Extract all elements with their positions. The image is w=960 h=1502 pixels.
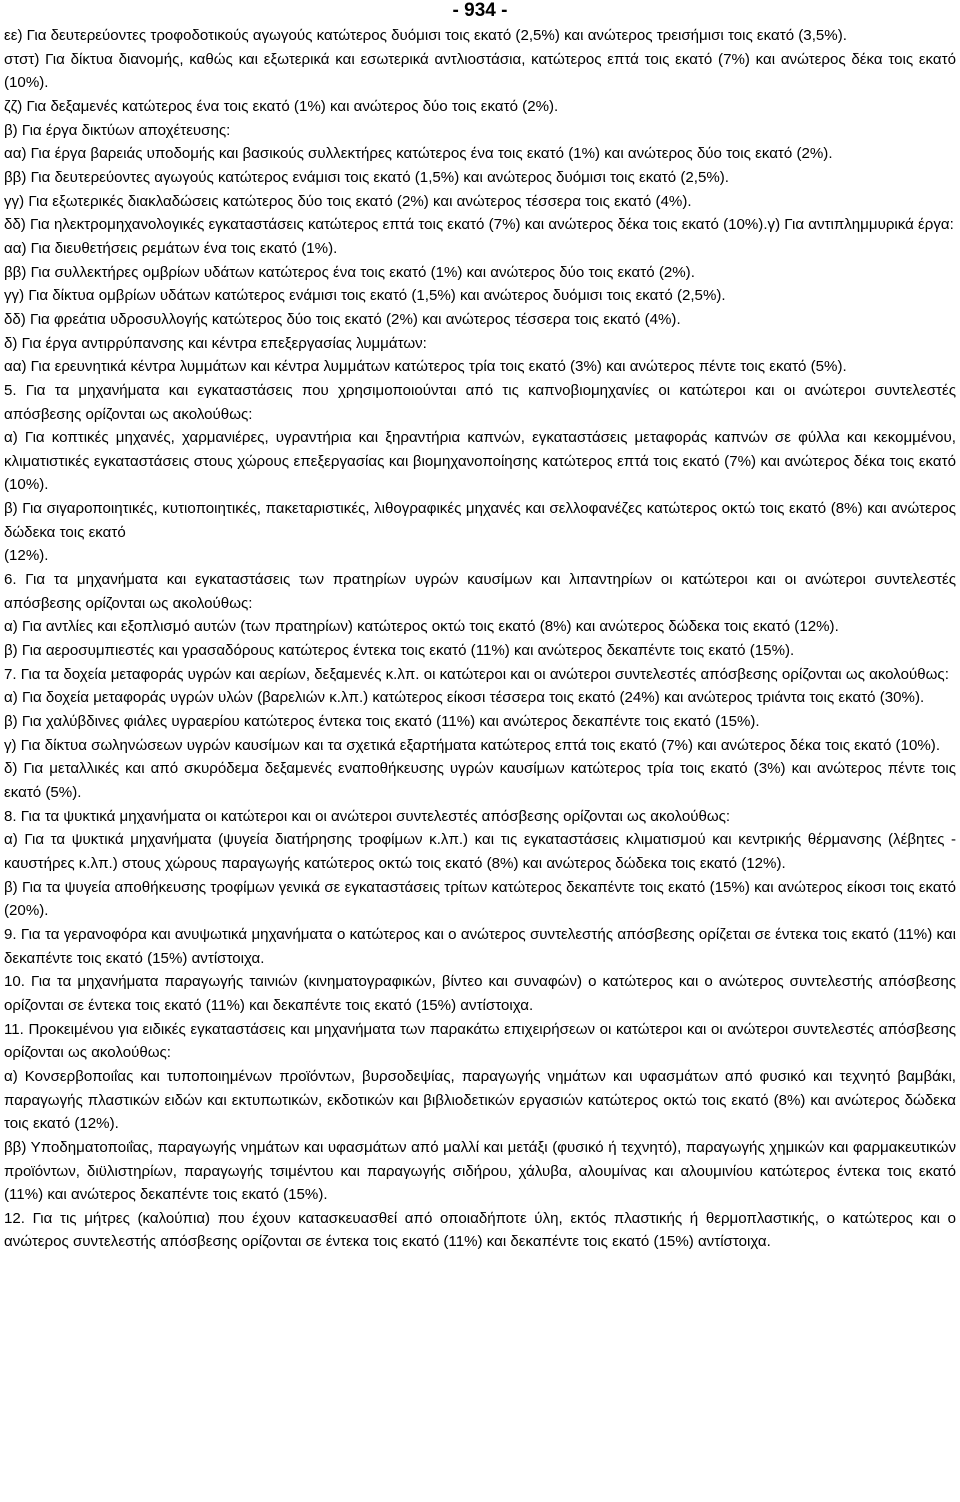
paragraph: αα) Για έργα βαρειάς υποδομής και βασικούς συλλεκτήρες κατώτερος ένα τοις εκατό (1%) και ανώτερος δύο τοις εκατό (2%). — [4, 145, 833, 163]
paragraph: ββ) Για δευτερεύοντες αγωγούς κατώτερος ενάμισι τοις εκατό (1,5%) και ανώτερος δυόμισι τοις εκατό (2,5%). — [4, 168, 729, 186]
paragraph: 6. Για τα μηχανήματα και εγκαταστάσεις των πρατηρίων υγρών καυσίμων και λιπαντηρίων οι κατώτεροι και οι ανώτεροι συντελεστές απόσβεσης ορίζονται ως ακολούθως: — [4, 571, 956, 612]
paragraph: γγ) Για δίκτυα ομβρίων υδάτων κατώτερος ενάμισι τοις εκατό (1,5%) και ανώτερος δυόμισι τοις εκατό (2,5%). — [4, 287, 726, 305]
paragraph: γ) Για δίκτυα σωληνώσεων υγρών καυσίμων και τα σχετικά εξαρτήματα κατώτερος επτά τοις εκατό (7%) και ανώτερος δέκα τοις εκατό (10%). — [4, 736, 941, 754]
paragraph: α) Για δοχεία μεταφοράς υγρών υλών (βαρελιών κ.λπ.) κατώτερος είκοσι τέσσερα τοις εκατό (24%) και ανώτερος τριάντα τοις εκατό (30%). — [4, 689, 925, 707]
paragraph: αα) Για ερευνητικά κέντρα λυμμάτων και κέντρα λυμμάτων κατώτερος τρία τοις εκατό (3%) και ανώτερος πέντε τοις εκατό (5%). — [4, 358, 847, 376]
paragraph: γγ) Για εξωτερικές διακλαδώσεις κατώτερος δύο τοις εκατό (2%) και ανώτερος τέσσερα τοις εκατό (4%). — [4, 192, 692, 210]
paragraph: 8. Για τα ψυκτικά μηχανήματα οι κατώτεροι και οι ανώτεροι συντελεστές απόσβεσης ορίζονται ως ακολούθως: — [4, 807, 731, 825]
paragraph: 11. Προκειμένου για ειδικές εγκαταστάσεις και μηχανήματα των παρακάτω επιχειρήσεων οι κατώτεροι και οι ανώτεροι συντελεστές απόσβεσης ορίζονται ως ακολούθως: — [4, 1020, 956, 1062]
document-body — [4, 24, 956, 1254]
paragraph: β) Για χαλύβδινες φιάλες υγραερίου κατώτερος έντεκα τοις εκατό (11%) και ανώτερος δεκαπέντε τοις εκατό (15%). — [4, 713, 760, 731]
paragraph: ζζ) Για δεξαμενές κατώτερος ένα τοις εκατό (1%) και ανώτερος δύο τοις εκατό (2%). — [4, 97, 559, 115]
paragraph: στστ) Για δίκτυα διανομής, καθώς και εξωτερικά και εσωτερικά αντλιοστάσια, κατώτερος επτά τοις εκατό (7%) και ανώτερος δέκα τοις εκατό (10%). — [4, 50, 956, 92]
paragraph: 10. Για τα μηχανήματα παραγωγής ταινιών (κινηματογραφικών, βίντεο και συναφών) ο κατώτερος και ο ανώτερος συντελεστής απόσβεσης ορίζονται σε έντεκα τοις εκατό (11%) και δεκαπέντε τοις εκατό (15%) αντίστοιχα. — [4, 973, 956, 1014]
paragraph: β) Για σιγαροποιητικές, κυτιοποιητικές, πακεταριστικές, λιθογραφικές μηχανές και σελλοφανέζες κατώτερος οκτώ τοις εκατό (8%) και ανώτερος δώδεκα τοις εκατό — [4, 500, 956, 541]
paragraph: β) Για έργα δικτύων αποχέτευσης: — [4, 121, 231, 139]
paragraph: β) Για τα ψυγεία αποθήκευσης τροφίμων γενικά σε εγκαταστάσεις τρίτων κατώτερος δεκαπέντε τοις εκατό (15%) και ανώτερος είκοσι τοις εκατό (20%). — [4, 878, 956, 920]
page-number: - 934 - — [452, 0, 508, 21]
paragraph: β) Για αεροσυμπιεστές και γρασαδόρους κατώτερος έντεκα τοις εκατό (11%) και ανώτερος δεκαπέντε τοις εκατό (15%). — [4, 642, 795, 660]
paragraph: δδ) Για ηλεκτρομηχανολογικές εγκαταστάσεις κατώτερος επτά τοις εκατό (7%) και ανώτερος δέκα τοις εκατό (10%).γ) Για αντιπλημμυρικά έργα: — [4, 216, 954, 234]
paragraph: δ) Για έργα αντιρρύπανσης και κέντρα επεξεργασίας λυμμάτων: — [4, 334, 427, 352]
paragraph: 5. Για τα μηχανήματα και εγκαταστάσεις που χρησιμοποιούνται από τις καπνοβιομηχανίες οι κατώτεροι και οι ανώτεροι συντελεστές απόσβεσης ορίζονται ως ακολούθως: — [4, 381, 956, 423]
paragraph: αα) Για διευθετήσεις ρεμάτων ένα τοις εκατό (1%). — [4, 239, 338, 257]
paragraph: 9. Για τα γερανοφόρα και ανυψωτικά μηχανήματα ο κατώτερος και ο ανώτερος συντελεστής απόσβεσης ορίζεται σε έντεκα τοις εκατό (11%) και δεκαπέντε τοις εκατό (15%) αντίστοιχα. — [4, 925, 956, 967]
paragraph: ββ) Για συλλεκτήρες ομβρίων υδάτων κατώτερος ένα τοις εκατό (1%) και ανώτερος δύο τοις εκατό (2%). — [4, 263, 695, 281]
paragraph: α) Για αντλίες και εξοπλισμό αυτών (των πρατηρίων) κατώτερος οκτώ τοις εκατό (8%) και ανώτερος δώδεκα τοις εκατό (12%). — [4, 618, 839, 636]
paragraph: α) Για τα ψυκτικά μηχανήματα (ψυγεία διατήρησης τροφίμων κ.λπ.) και τις εγκαταστάσεις κλιματισμού και κεντρικής θέρμανσης (λέβητες - καυστήρες κ.λπ.) στους χώρους παραγωγής κατώτερος οκτώ τοις εκατό (8%) και ανώτερος δώδεκα τοις εκατό (12%). — [4, 831, 956, 872]
paragraph: δ) Για μεταλλικές και από σκυρόδεμα δεξαμενές εναποθήκευσης υγρών καυσίμων κατώτερος τρία τοις εκατό (3%) και ανώτερος πέντε τοις εκατό (5%). — [4, 760, 956, 801]
paragraph: 12. Για τις μήτρες (καλούπια) που έχουν κατασκευασθεί από οποιαδήποτε ύλη, εκτός πλαστικής ή θερμοπλαστικής, ο κατώτερος και ο ανώτερος συντελεστής απόσβεσης ορίζονται σε έντεκα τοις εκατό (11%) και δεκαπέντε τοις εκατό (15%) αντίστοιχα. — [4, 1209, 956, 1251]
paragraph: (12%). — [4, 547, 49, 565]
paragraph: α) Κονσερβοποιΐας και τυποποιημένων προϊόντων, βυρσοδεψίας, παραγωγής νημάτων και υφασμάτων από φυσικό και τεχνητό βαμβάκι, παραγωγής πλαστικών ειδών και εκτυπωτικών, εκδοτικών και βιβλιοδετικών εργασιών κατώτερος οκτώ τοις εκατό (8%) και ανώτερος δώδεκα τοις εκατό (12%). — [4, 1067, 956, 1133]
paragraph: εε) Για δευτερεύοντες τροφοδοτικούς αγωγούς κατώτερος δυόμισι τοις εκατό (2,5%) και ανώτερος τρεισήμισι τοις εκατό (3,5%). — [4, 27, 847, 44]
paragraph: ββ) Υποδηματοποιΐας, παραγωγής νημάτων και υφασμάτων από μαλλί και μετάξι (φυσικό ή τεχνητό), παραγωγής χημικών και φαρμακευτικών προϊόντων, διϋλιστηρίων, παραγωγής τσιμέντου και παραγωγής σιδήρου, χάλυβα, αλουμίνας και αλουμινίου κατώτερος έντεκα τοις εκατό (11%) και ανώτερος δεκαπέντε τοις εκατό (15%). — [4, 1138, 956, 1204]
paragraph: 7. Για τα δοχεία μεταφοράς υγρών και αερίων, δεξαμενές κ.λπ. οι κατώτεροι και οι ανώτεροι συντελεστές απόσβεσης ορίζονται ως ακολούθως: — [4, 665, 949, 683]
paragraph: α) Για κοπτικές μηχανές, χαρμανιέρες, υγραντήρια και ξηραντήρια καπνών, εγκαταστάσεις μεταφοράς καπνών σε φύλλα και κεκομμένου, κλιματιστικές εγκαταστάσεις στους χώρους επεξεργασίας και βιομηχανοποίησης κατώτερος επτά τοις εκατό (7%) και ανώτερος δέκα τοις εκατό (10%). — [4, 429, 956, 494]
paragraph: δδ) Για φρεάτια υδροσυλλογής κατώτερος δύο τοις εκατό (2%) και ανώτερος τέσσερα τοις εκατό (4%). — [4, 310, 681, 328]
document-page — [4, 0, 956, 1254]
